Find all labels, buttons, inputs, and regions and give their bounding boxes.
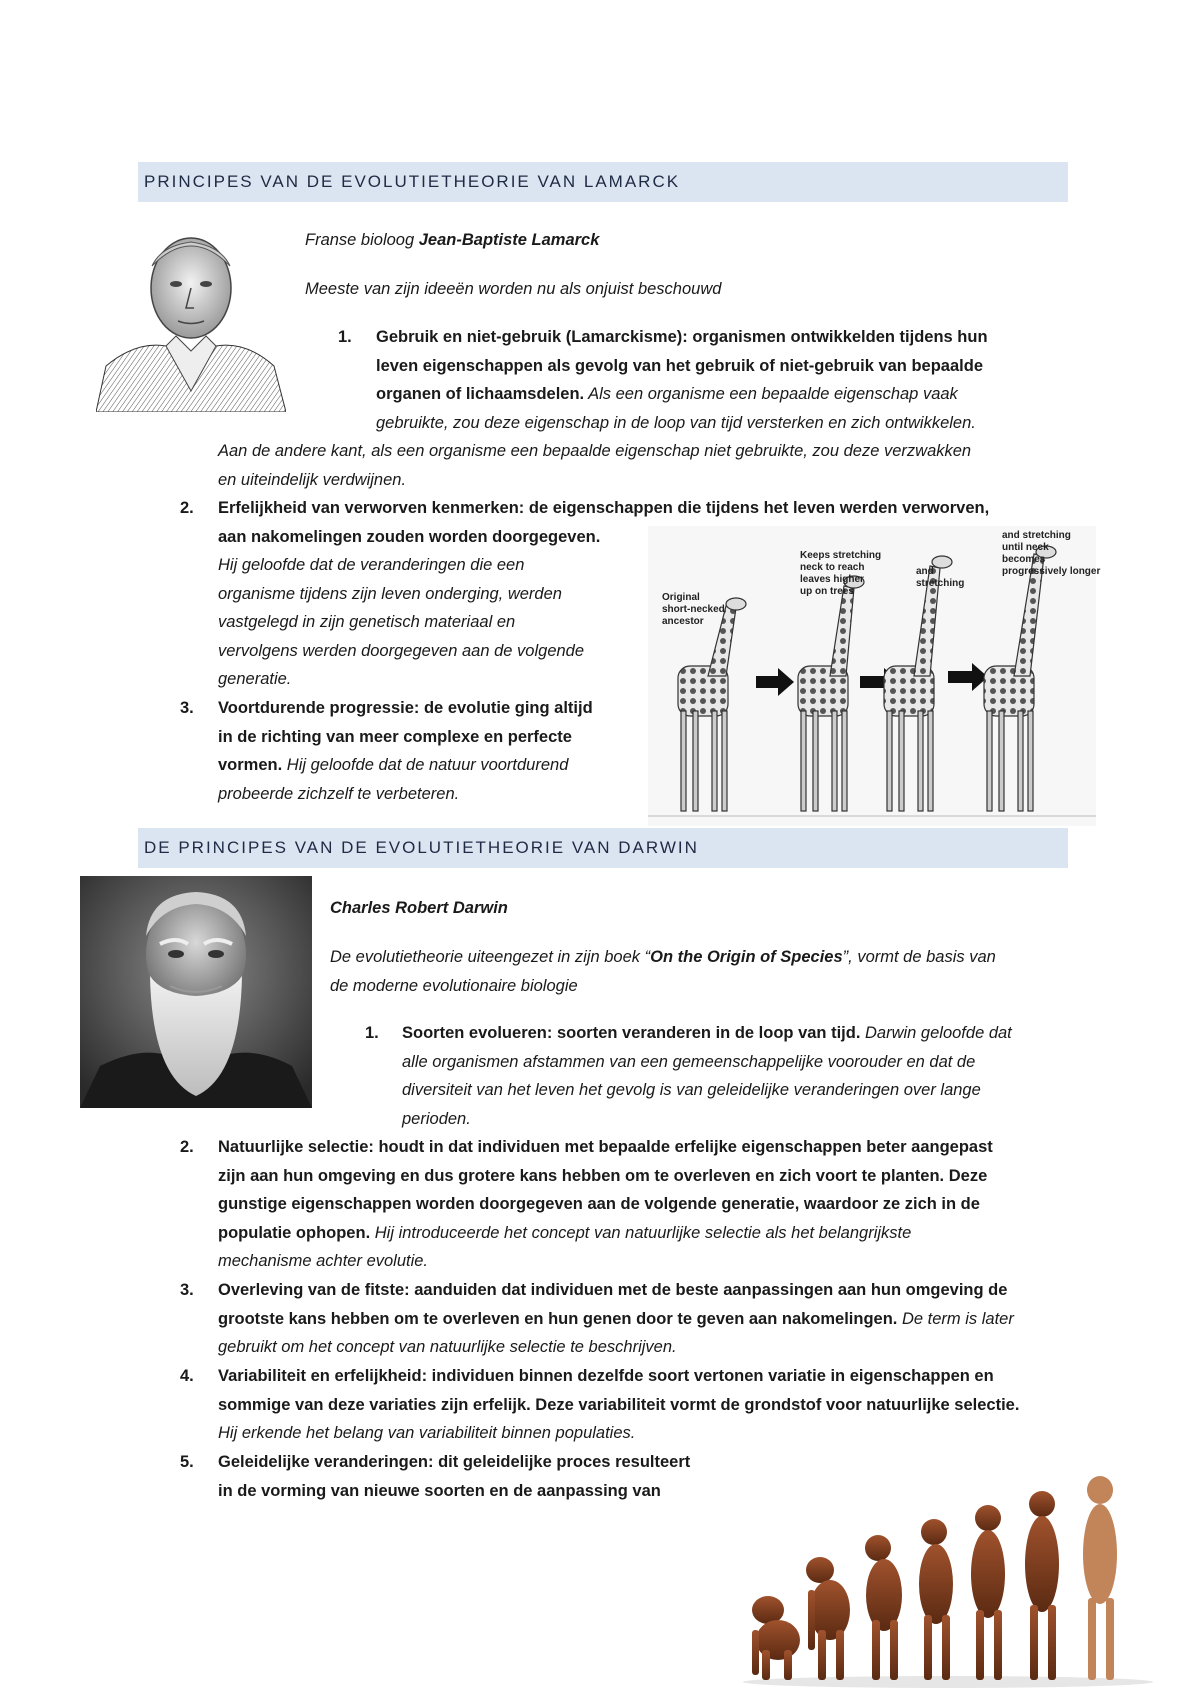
darwin-item-5: Geleidelijke veranderingen: dit geleidelijke proces resulteert in de vorming van nieuwe soorten en de aanpassing van	[218, 1453, 691, 1500]
human-evolution-illustration	[738, 1460, 1158, 1690]
section-heading-lamarck: PRINCIPES VAN DE EVOLUTIETHEORIE VAN LAMARCK	[138, 162, 1068, 202]
list-number: 4.	[180, 1367, 194, 1385]
darwin-item-4: Variabiliteit en erfelijkheid: individuen binnen dezelfde soort vertonen variatie in eigenschappen en sommige van deze variaties zijn erfelijk. Deze variabiliteit vormt de grondstof voor natuurlijke selectie. Hij erkende het belang van variabiliteit binnen populaties.	[218, 1367, 1020, 1442]
list-number: 3.	[180, 699, 194, 717]
darwin-item-2: Natuurlijke selectie: houdt in dat individuen met bepaalde erfelijke eigenschappen beter aangepast zijn aan hun omgeving en dus grotere kans hebben om te overleven en zich voort te planten. Deze gunstige eigenschappen worden doorgegeven aan de volgende generatie, waardoor ze zich in de populatie ophopen. Hij introduceerde het concept van natuurlijke selectie als het belangrijkste mechanisme achter evolutie.	[218, 1138, 993, 1270]
list-number: 2.	[180, 1138, 194, 1156]
lamarck-name: Jean-Baptiste Lamarck	[418, 231, 600, 249]
lamarck-item-1-cont: Aan de andere kant, als een organisme een bepaalde eigenschap niet gebruikte, zou deze verzwakken en uiteindelijk verdwijnen.	[218, 442, 972, 489]
lamarck-item-2: Erfelijkheid van verworven kenmerken: de eigenschappen die tijdens het leven werden verworven, aan nakomelingen zouden worden doorgegeven. Hij geloofde dat de veranderingen die een organisme tijdens zijn leven onderging, werden vastgelegd in zijn genetisch materiaal en vervolgens werden doorgegeven aan de volgende generatie.	[218, 499, 990, 688]
giraffe-caption-4: and stretching until neck becomes progressively longer	[1002, 530, 1101, 577]
list-number: 1.	[365, 1024, 379, 1042]
lamarck-portrait	[96, 226, 286, 412]
list-number: 1.	[338, 328, 352, 346]
lamarck-item-3: Voortdurende progressie: de evolutie ging altijd in de richting van meer complexe en perfecte vormen. Hij geloofde dat de natuur voortdurend probeerde zichzelf te verbeteren.	[218, 699, 593, 803]
darwin-portrait	[80, 876, 312, 1108]
lamarck-item-1: Gebruik en niet-gebruik (Lamarckisme): organismen ontwikkelden tijdens hun leven eigenschappen als gevolg van het gebruik of niet-gebruik van bepaalde organen of lichaamsdelen. Als een organisme een bepaalde eigenschap vaak gebruikte, zou deze eigenschap in de loop van tijd versterken en zich ontwikkelen.	[376, 328, 988, 432]
list-number: 5.	[180, 1453, 194, 1471]
giraffe-caption-1: Original short-necked ancestor	[662, 592, 725, 627]
darwin-item-1: Soorten evolueren: soorten veranderen in de loop van tijd. Darwin geloofde dat alle organismen afstammen van een gemeenschappelijke voorouder en dat de diversiteit van het leven het gevolg is van geleidelijke veranderingen over lange perioden.	[402, 1024, 1012, 1128]
darwin-name: Charles Robert Darwin	[330, 899, 508, 917]
list-number: 3.	[180, 1281, 194, 1299]
list-number: 2.	[180, 499, 194, 517]
darwin-item-3: Overleving van de fitste: aanduiden dat individuen met de beste aanpassingen aan hun omgeving de grootste kans hebben om te overleven en hun genen door te geven aan nakomelingen. De term is later gebruikt om het concept van natuurlijke selectie te beschrijven.	[218, 1281, 1014, 1356]
giraffe-caption-2: Keeps stretching neck to reach leaves higher up on trees	[800, 550, 882, 597]
book-title: On the Origin of Species	[650, 948, 843, 966]
lamarck-intro: Franse bioloog Jean-Baptiste Lamarck	[305, 231, 600, 249]
lamarck-intro-2: Meeste van zijn ideeën worden nu als onjuist beschouwd	[305, 280, 722, 298]
darwin-intro: De evolutietheorie uiteengezet in zijn boek “On the Origin of Species”, vormt de basis van de moderne evolutionaire biologie	[330, 948, 996, 995]
section-heading-darwin: DE PRINCIPES VAN DE EVOLUTIETHEORIE VAN DARWIN	[138, 828, 1068, 868]
giraffe-caption-3: and stretching	[916, 566, 965, 589]
